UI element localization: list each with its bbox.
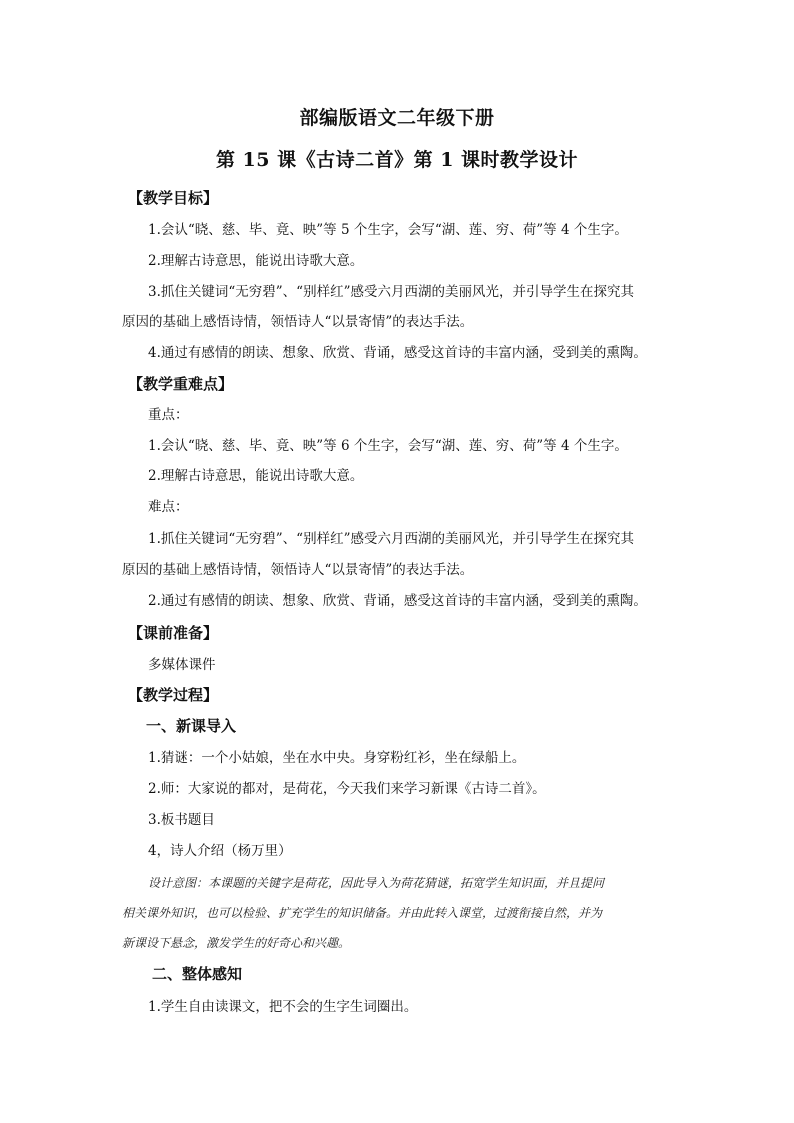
goals-heading: 【教学目标】 — [128, 189, 219, 207]
difficulty-item-2: 2.通过有感情的朗读、想象、欣赏、背诵，感受这首诗的丰富内涵，受到美的熏陶。 — [148, 593, 647, 609]
keypoints-heading: 【教学重难点】 — [128, 375, 234, 393]
section-1-item-2: 2.师：大家说的都对，是荷花，今天我们来学习新课《古诗二首》。 — [148, 781, 546, 797]
difficulty-item-1-line-1: 1.抓住关键词“无穷碧”、“别样红”感受六月西湖的美丽风光，并引导学生在探究其 — [148, 531, 634, 547]
key-item-1: 1.会认“晓、慈、毕、竟、映”等 6 个生字，会写“湖、莲、穷、荷”等 4 个生字。 — [148, 438, 628, 454]
goal-item-1: 1.会认“晓、慈、毕、竟、映”等 5 个生字，会写“湖、莲、穷、荷”等 4 个生字。 — [148, 222, 628, 238]
document-subtitle: 第 15 课《古诗二首》第 1 课时教学设计 — [215, 149, 579, 171]
goal-item-3-line-1: 3.抓住关键词“无穷碧”、“别样红”感受六月西湖的美丽风光，并引导学生在探究其 — [148, 284, 634, 300]
goal-item-4: 4.通过有感情的朗读、想象、欣赏、背诵，感受这首诗的丰富内涵，受到美的熏陶。 — [148, 345, 647, 361]
process-heading: 【教学过程】 — [128, 686, 219, 704]
section-1-item-3: 3.板书题目 — [148, 812, 215, 828]
key-label: 重点： — [148, 407, 189, 423]
section-1-item-1: 1.猜谜：一个小姑娘，坐在水中央。身穿粉红衫，坐在绿船上。 — [148, 750, 526, 766]
key-item-2: 2.理解古诗意思，能说出诗歌大意。 — [148, 468, 364, 484]
section-1-heading: 一、新课导入 — [146, 717, 237, 735]
goal-item-2: 2.理解古诗意思，能说出诗歌大意。 — [148, 253, 364, 269]
document-title: 部编版语文二年级下册 — [299, 107, 495, 129]
design-intent-line-2: 相关课外知识，也可以检验、扩充学生的知识储备。并由此转入课堂，过渡衔接自然，并为 — [122, 906, 603, 920]
goal-item-3-line-2: 原因的基础上感悟诗情，领悟诗人“以景寄情”的表达手法。 — [122, 314, 474, 330]
difficulty-item-1-line-2: 原因的基础上感悟诗情，领悟诗人“以景寄情”的表达手法。 — [122, 562, 474, 578]
section-2-item-1: 1.学生自由读课文，把不会的生字生词圈出。 — [148, 999, 418, 1015]
difficulty-label: 难点： — [148, 499, 189, 515]
design-intent-line-3: 新课设下悬念，激发学生的好奇心和兴趣。 — [122, 936, 351, 950]
section-1-item-4: 4，诗人介绍（杨万里） — [148, 843, 292, 859]
prep-content: 多媒体课件 — [148, 657, 216, 673]
design-intent-line-1: 设计意图：本课题的关键字是荷花，因此导入为荷花猜谜，拓宽学生知识面，并且提问 — [148, 876, 605, 890]
prep-heading: 【课前准备】 — [128, 624, 219, 642]
section-2-heading: 二、整体感知 — [152, 965, 243, 983]
